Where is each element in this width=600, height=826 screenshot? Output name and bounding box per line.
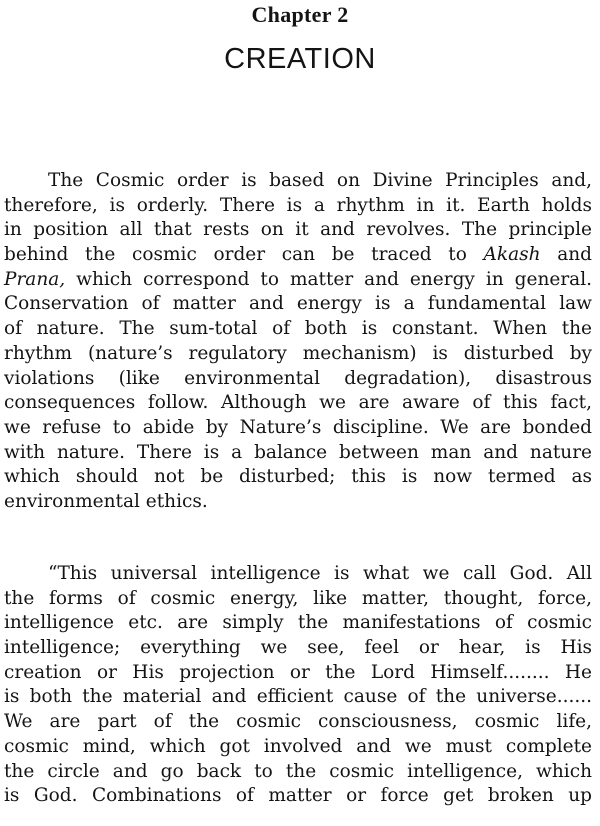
text-line: violations (like environmental degradation), disastrous	[4, 367, 592, 389]
text-line: creation or His projection or the Lord Himself........ He	[4, 661, 592, 683]
text-line: is both the material and efficient cause of the universe......	[4, 686, 592, 708]
text-line: consequences follow. Although we are aware of this fact,	[4, 392, 592, 414]
chapter-label: Chapter 2	[251, 2, 349, 27]
paragraph-2	[0, 562, 600, 809]
text-line: environmental ethics.	[4, 490, 208, 512]
text-run: behind the cosmic order can be traced to	[4, 244, 467, 266]
text-line: which should not be disturbed; this is now termed as	[4, 466, 592, 488]
text-line: rhythm (nature’s regulatory mechanism) is disturbed by	[4, 342, 592, 364]
text-line	[0, 243, 600, 268]
text-line: is God. Combinations of matter or force get broken up	[4, 785, 592, 807]
text-line: intelligence; everything we see, feel or hear, is His	[4, 637, 592, 659]
text-line: cosmic mind, which got involved and we must complete	[4, 735, 592, 757]
paragraph-1	[0, 169, 600, 515]
text-line: the circle and go back to the cosmic intelligence, which	[4, 760, 592, 782]
text-run: and	[557, 244, 592, 266]
text-line: Conservation of matter and energy is a fundamental law	[4, 293, 592, 315]
text-line: intelligence etc. are simply the manifestations of cosmic	[4, 612, 592, 634]
text-line: we refuse to abide by Nature’s discipline. We are bonded	[4, 416, 592, 438]
term-akash: Akash	[483, 244, 541, 266]
text-line: the forms of cosmic energy, like matter, thought, force,	[4, 587, 592, 609]
text-line: in position all that rests on it and revolves. The principle	[4, 219, 592, 241]
text-line	[0, 268, 600, 293]
term-prana: Prana,	[4, 268, 66, 290]
text-line: “This universal intelligence is what we call God. All	[48, 563, 592, 584]
chapter-title: CREATION	[224, 43, 376, 75]
text-line: therefore, is orderly. There is a rhythm in it. Earth holds	[4, 194, 592, 216]
text-line: The Cosmic order is based on Divine Principles and,	[48, 170, 592, 191]
text-line: of nature. The sum-total of both is constant. When the	[4, 318, 592, 340]
text-line: with nature. There is a balance between man and nature	[4, 441, 592, 463]
text-line: We are part of the cosmic consciousness, cosmic life,	[4, 711, 592, 733]
text-run: which correspond to matter and energy in general.	[76, 268, 592, 290]
